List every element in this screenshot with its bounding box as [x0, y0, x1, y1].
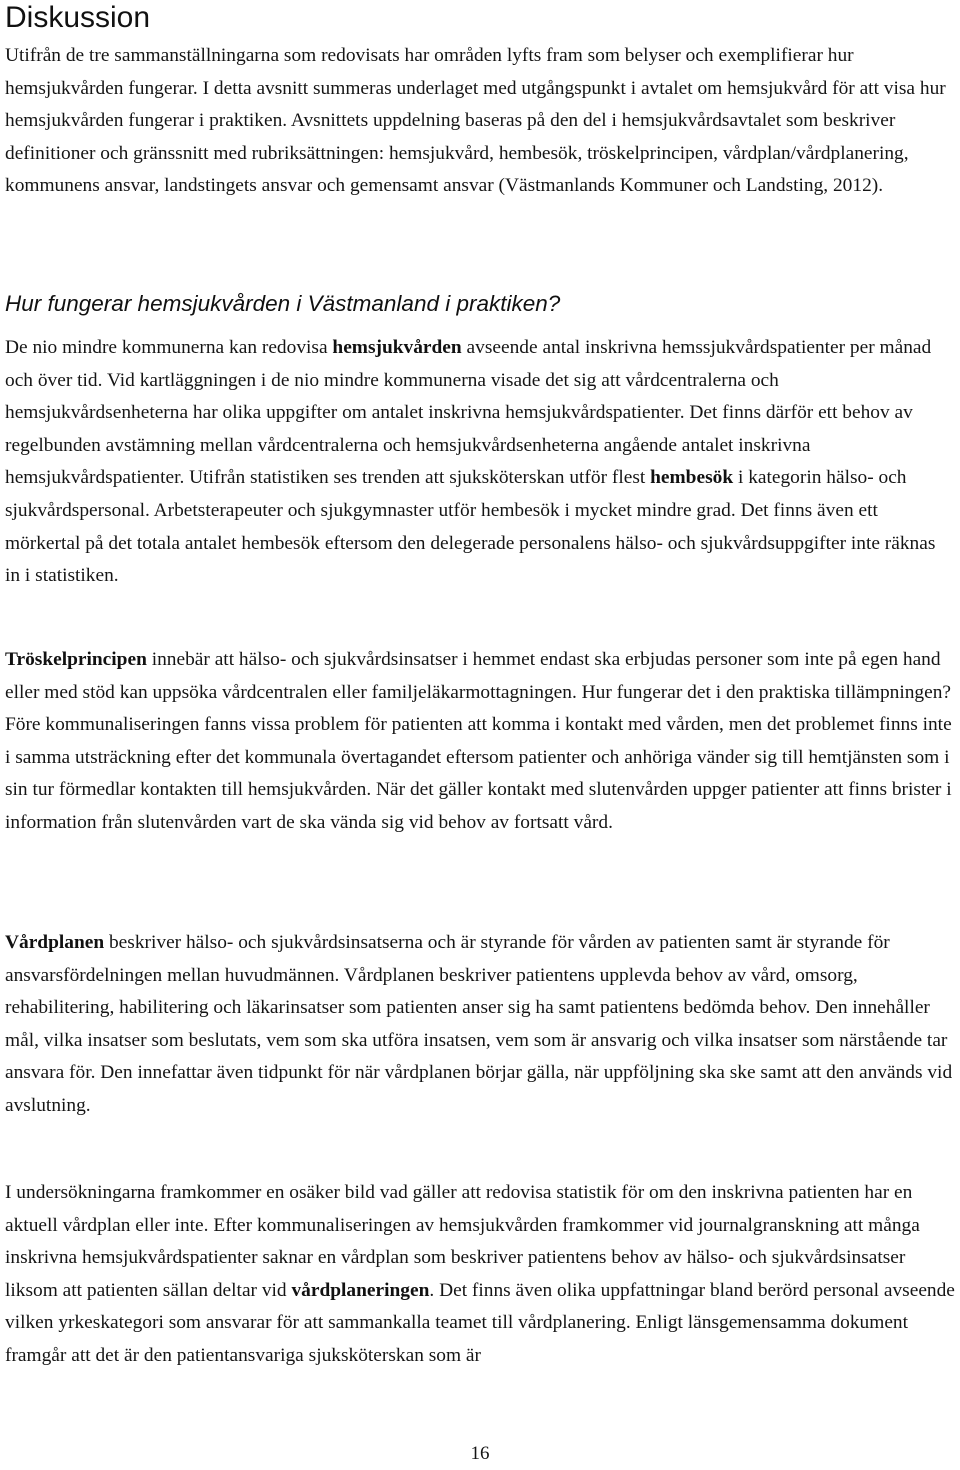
paragraph-troskelprincipen: [5, 644, 955, 840]
bold-term-vardplaneringen: vårdplaneringen: [291, 1279, 430, 1301]
page-heading: Diskussion: [5, 1, 151, 34]
section-subheading: Hur fungerar hemsjukvården i Västmanland i praktiken?: [5, 291, 561, 316]
text-run: innebär att hälso- och sjukvårdsinsatser i hemmet endast ska erbjudas personer som inte på egen hand eller med stöd kan uppsöka vårdcentralen eller familjeläkarmottagningen. Hur fungerar det i den praktiska tillämpningen? Före kommunaliseringen fanns vissa problem för patienten att komma i kontakt med vården, men det problemet finns inte i samma utsträckning efter det kommunala övertagandet eftersom patienter och anhöriga vänder sig till hemtjänsten som i sin tur förmedlar kontakten till hemsjukvården. När det gäller kontakt med slutenvården uppger patienter att finns brister i information från slutenvården vart de ska vända sig vid behov av fortsatt vård.: [5, 649, 952, 833]
text-run: i kategorin hälso- och sjukvårdspersonal. Arbetsterapeuter och sjukgymnaster utför hembesök i mycket mindre grad. Det finns även ett mörkertal på det totala antalet hembesök eftersom den delegerade personalens hälso- och sjukvårdsuppgifter inte räknas in i statistiken.: [5, 467, 936, 587]
intro-paragraph: Utifrån de tre sammanställningarna som redovisats har områden lyfts fram som belyser och exemplifierar hur hemsjukvården fungerar. I detta avsnitt summeras underlaget med utgångspunkt i avtalet om hemsjukvård för att visa hur hemsjukvården fungerar i praktiken. Avsnittets uppdelning baseras på den del i hemsjukvårdsavtalet som beskriver definitioner och gränssnitt med rubriksättningen: hemsjukvård, hembesök, tröskelprincipen, vårdplan/vårdplanering, kommunens ansvar, landstingets ansvar och gemensamt ansvar (Västmanlands Kommuner och Landsting, 2012).: [5, 45, 946, 197]
text-run: avseende antal inskrivna hemssjukvårdspatienter per månad och över tid. Vid kartläggningen i de nio mindre kommunerna visade det sig att vårdcentralerna och hemsjukvårdsenheterna har olika uppgifter om antalet inskrivna hemsjukvårdspatienter. Det finns därför ett behov av regelbunden avstämning mellan vårdcentralerna och hemsjukvårdsenheterna angående antalet inskrivna hemsjukvårdspatienter. Utifrån statistiken ses trenden att sjuksköterskan utför flest: [5, 337, 932, 489]
bold-term-vardplanen: Vårdplanen: [5, 932, 105, 953]
text-run: I undersökningarna framkommer en osäker bild vad gäller att redovisa statistik för om den inskrivna patienten har en aktuell vårdplan eller inte. Efter kommunaliseringen av hemsjukvården framkommer vid journalgranskning att många inskrivna hemsjukvårdspatienter saknar en vårdplan som beskriver patientens behov av hälso- och sjukvårdsinsatser liksom att patienten sällan deltar vid: [5, 1182, 920, 1301]
bold-term-hemsjukvarden: hemsjukvården: [332, 337, 462, 358]
page-number: 16: [470, 1443, 490, 1464]
text-run: . Det finns även olika uppfattningar bland berörd personal avseende vilken yrkeskategori som ansvarar för att sammankalla teamet till vårdplanering. Enligt länsgemensamma dokument framgår att det är den patientansvariga sjuksköterskan som är: [5, 1279, 955, 1366]
bold-term-hembesok: hembesök: [650, 467, 734, 489]
text-run: beskriver hälso- och sjukvårdsinsatserna och är styrande för vården av patienten samt är styrande för ansvarsfördelningen mellan huvudmännen. Vårdplanen beskriver patientens upplevda behov av vård, omsorg, rehabilitering, habilitering och läkarinsatser som patienten anser sig ha samt patientens bedömda behov. Den innehåller mål, vilka insatser som beslutats, vem som ska utföra insatsen, vem som är ansvarig och vilka insatser som närstående tar ansvara för. Den innefattar även tidpunkt för när vårdplanen börjar gälla, när uppföljning ska ske samt att den används vid avslutning.: [5, 932, 953, 1116]
text-run: De nio mindre kommunerna kan redovisa: [5, 337, 333, 358]
paragraph-vardplanering: [5, 1177, 955, 1373]
bold-term-troskelprincipen: Tröskelprincipen: [5, 649, 147, 670]
paragraph-hemsjukvarden: [5, 332, 955, 593]
paragraph-vardplanen: [5, 927, 955, 1123]
